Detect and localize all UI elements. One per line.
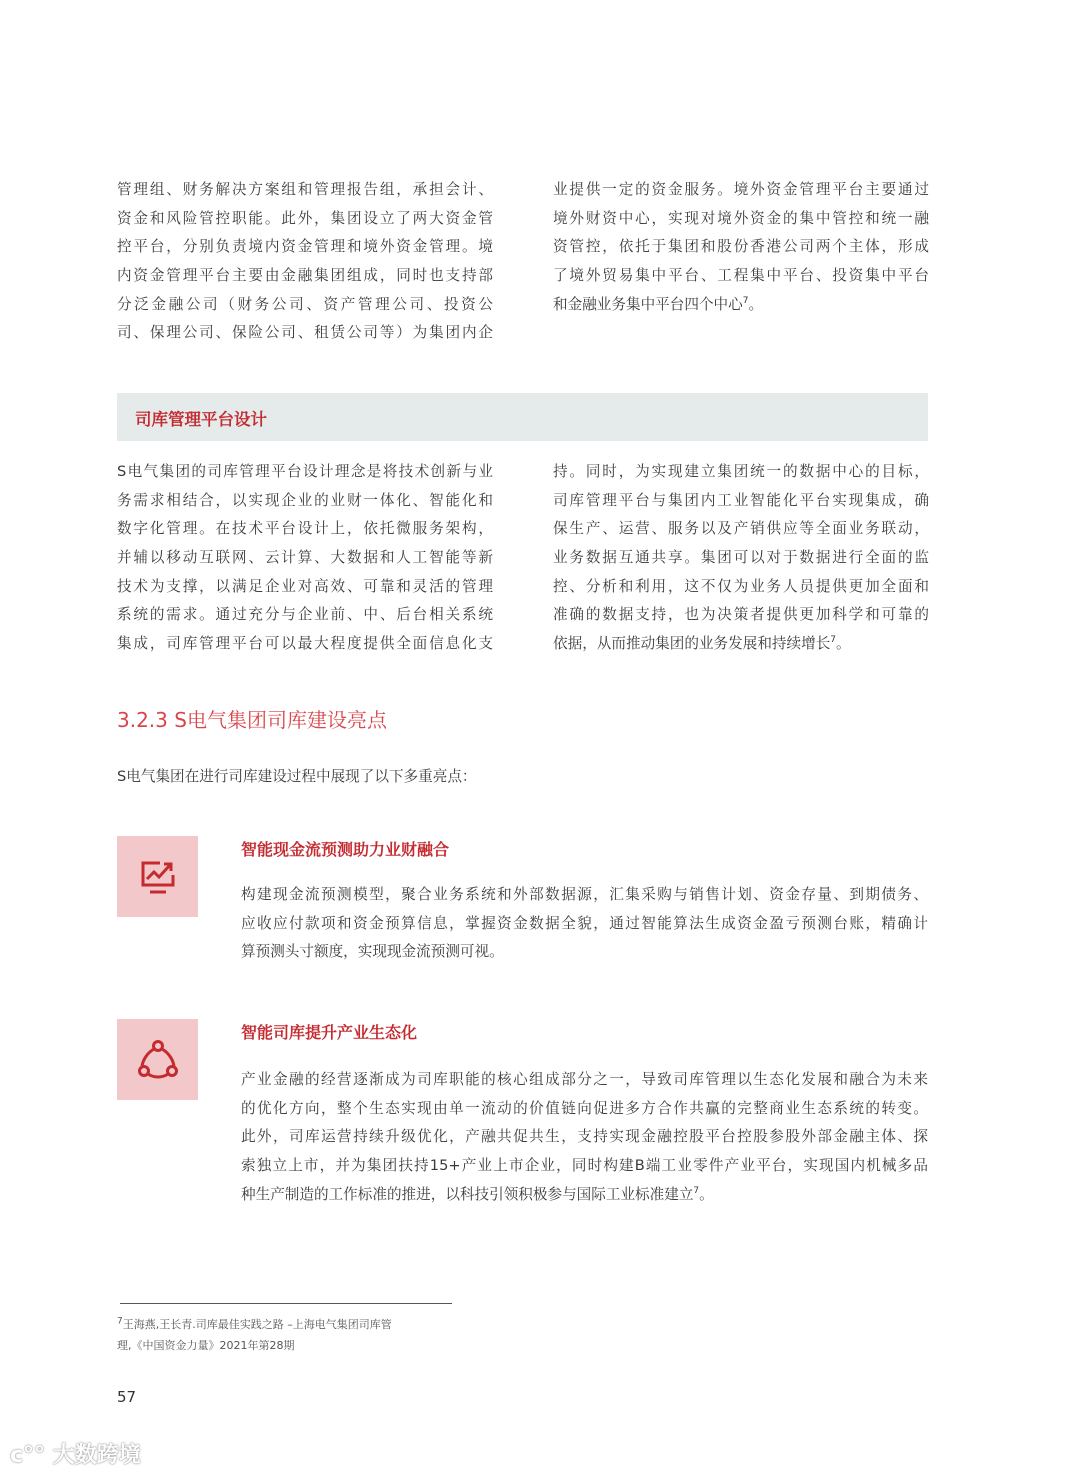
text-line	[117, 262, 493, 291]
line-text: 控、分析和利用，这不仅为业务人员提供更加全面和	[553, 577, 929, 595]
text-line	[553, 601, 929, 630]
top-right-column	[553, 176, 929, 319]
text-line	[241, 938, 928, 967]
text-line	[241, 1066, 928, 1095]
text-line	[241, 1181, 928, 1210]
page-number: 57	[117, 1388, 137, 1406]
line-text: 业提供一定的资金服务。境外资金管理平台主要通过	[553, 181, 929, 198]
text-line	[553, 291, 929, 320]
ecosystem-network-icon	[136, 1038, 180, 1082]
line-text: 和金融业务集中平台四个中心	[553, 295, 743, 313]
line-text: 业务数据互通共享。集团可以对于数据进行全面的监	[553, 549, 929, 567]
line-text: 数字化管理。在技术平台设计上，依托微服务架构，	[117, 520, 493, 538]
top-left-column	[117, 176, 493, 348]
line-end: 。	[699, 1185, 714, 1203]
section-heading: 3.2.3 S电气集团司库建设亮点	[117, 708, 387, 732]
text-line	[553, 573, 929, 602]
text-line	[553, 205, 929, 234]
footnote-marker: 7	[117, 1316, 123, 1327]
text-line	[553, 233, 929, 262]
footnote-line-2: 理,《中国资金力量》2021年第28期	[117, 1339, 295, 1352]
line-text: 务需求相结合，以实现企业的业财一体化、智能化和	[117, 491, 493, 509]
watermark-text: 大数跨境	[52, 1443, 141, 1468]
footnote-ref: 7	[830, 635, 837, 646]
text-line	[241, 1123, 928, 1152]
line-text: 内资金管理平台主要由金融集团组成，同时也支持部	[117, 267, 493, 285]
line-text: 管理组、财务解决方案组和管理报告组，承担会计、	[117, 181, 493, 198]
line-end: 。	[836, 635, 851, 653]
line-text: 资管控，依托于集团和股份香港公司两个主体，形成	[553, 238, 929, 256]
text-line	[117, 458, 493, 487]
line-text: 的优化方向，整个生态实现由单一流动的价值链向促进多方合作共赢的完整商业生态系统的转变。	[241, 1099, 928, 1117]
text-line	[241, 881, 928, 910]
line-text: 索独立上市，并为集团扶持15+产业上市企业，同时构建B端工业零件产业平台，实现国内机械多品	[241, 1157, 928, 1175]
highlight-icon-box-1	[117, 836, 198, 917]
design-left-column	[117, 458, 493, 659]
text-line	[241, 1152, 928, 1181]
line-text: 分泛金融公司（财务公司、资产管理公司、投资公	[117, 295, 493, 313]
text-line	[117, 630, 493, 659]
line-text: 技术为支撑，以满足企业对高效、可靠和灵活的管理	[117, 577, 493, 595]
text-line	[117, 544, 493, 573]
line-text: 境外财资中心，实现对境外资金的集中管控和统一融	[553, 209, 929, 227]
highlight-body-1	[241, 881, 928, 967]
design-right-column	[553, 458, 929, 659]
text-line	[553, 544, 929, 573]
line-text: 产业金融的经营逐渐成为司库职能的核心组成部分之一，导致司库管理以生态化发展和融合为未来	[241, 1071, 928, 1088]
highlight-body-2	[241, 1066, 928, 1209]
text-line	[117, 233, 493, 262]
footnote-line-1	[117, 1315, 392, 1335]
text-line	[241, 910, 928, 939]
line-text: 算预测头寸额度，实现现金流预测可视。	[241, 943, 504, 961]
footnote-ref: 7	[742, 295, 749, 306]
text-line	[553, 487, 929, 516]
text-line	[553, 262, 929, 291]
text-line	[117, 487, 493, 516]
line-text: 司库管理平台与集团内工业智能化平台实现集成，确	[553, 491, 929, 509]
line-end: 。	[748, 295, 764, 313]
text-line	[553, 630, 929, 659]
text-line	[553, 515, 929, 544]
highlight-title-2: 智能司库提升产业生态化	[241, 1023, 418, 1042]
footnote-divider	[120, 1303, 452, 1304]
line-text: 系统的需求。通过充分与企业前、中、后台相关系统	[117, 606, 493, 624]
chart-monitor-icon	[138, 857, 178, 897]
text-line	[117, 573, 493, 602]
line-text: 资金和风险管控职能。此外，集团设立了两大资金管	[117, 209, 493, 227]
footnote-text-1: 王海燕,王长青.司库最佳实践之路 –上海电气集团司库管	[122, 1318, 392, 1331]
intro-text: S电气集团在进行司库建设过程中展现了以下多重亮点：	[117, 768, 477, 785]
line-text: 依据，从而推动集团的业务发展和持续增长	[553, 635, 831, 653]
line-text: 了境外贸易集中平台、工程集中平台、投资集中平台	[553, 267, 929, 285]
line-text: 控平台，分别负责境内资金管理和境外资金管理。境	[117, 238, 493, 256]
text-line	[117, 176, 493, 205]
line-text: S电气集团的司库管理平台设计理念是将技术创新与业	[117, 463, 493, 480]
line-text: 准确的数据支持，也为决策者提供更加科学和可靠的	[553, 606, 929, 624]
band-title: 司库管理平台设计	[135, 410, 267, 429]
highlight-icon-box-2	[117, 1019, 198, 1100]
highlight-title-1: 智能现金流预测助力业财融合	[241, 840, 450, 859]
line-text: 持。同时，为实现建立集团统一的数据中心的目标，	[553, 463, 929, 480]
text-line	[117, 601, 493, 630]
line-text: 此外，司库运营持续升级优化，产融共促共生，支持实现金融控股平台控股参股外部金融主体、探	[241, 1128, 928, 1146]
text-line	[553, 458, 929, 487]
text-line	[117, 319, 493, 348]
line-text: 集成，司库管理平台可以最大程度提供全面信息化支	[117, 635, 493, 653]
line-text: 保生产、运营、服务以及产销供应等全面业务联动，	[553, 520, 929, 538]
text-line	[117, 205, 493, 234]
text-line	[553, 176, 929, 205]
text-line	[117, 291, 493, 320]
text-line	[117, 515, 493, 544]
line-text: 并辅以移动互联网、云计算、大数据和人工智能等新	[117, 549, 493, 567]
text-line	[241, 1095, 928, 1124]
watermark-logo: ᴄ°° 大数跨境	[10, 1443, 141, 1468]
footnote-ref: 7	[693, 1185, 700, 1196]
line-text: 种生产制造的工作标准的推进，以科技引领积极参与国际工业标准建立	[241, 1185, 694, 1203]
line-text: 司、保理公司、保险公司、租赁公司等）为集团内企	[117, 324, 493, 342]
line-text: 应收应付款项和资金预算信息，掌握资金数据全貌，通过智能算法生成资金盈亏预测台账，精确计	[241, 914, 928, 932]
section-band	[117, 393, 928, 441]
line-text: 构建现金流预测模型，聚合业务系统和外部数据源，汇集采购与销售计划、资金存量、到期债务、	[241, 886, 928, 903]
